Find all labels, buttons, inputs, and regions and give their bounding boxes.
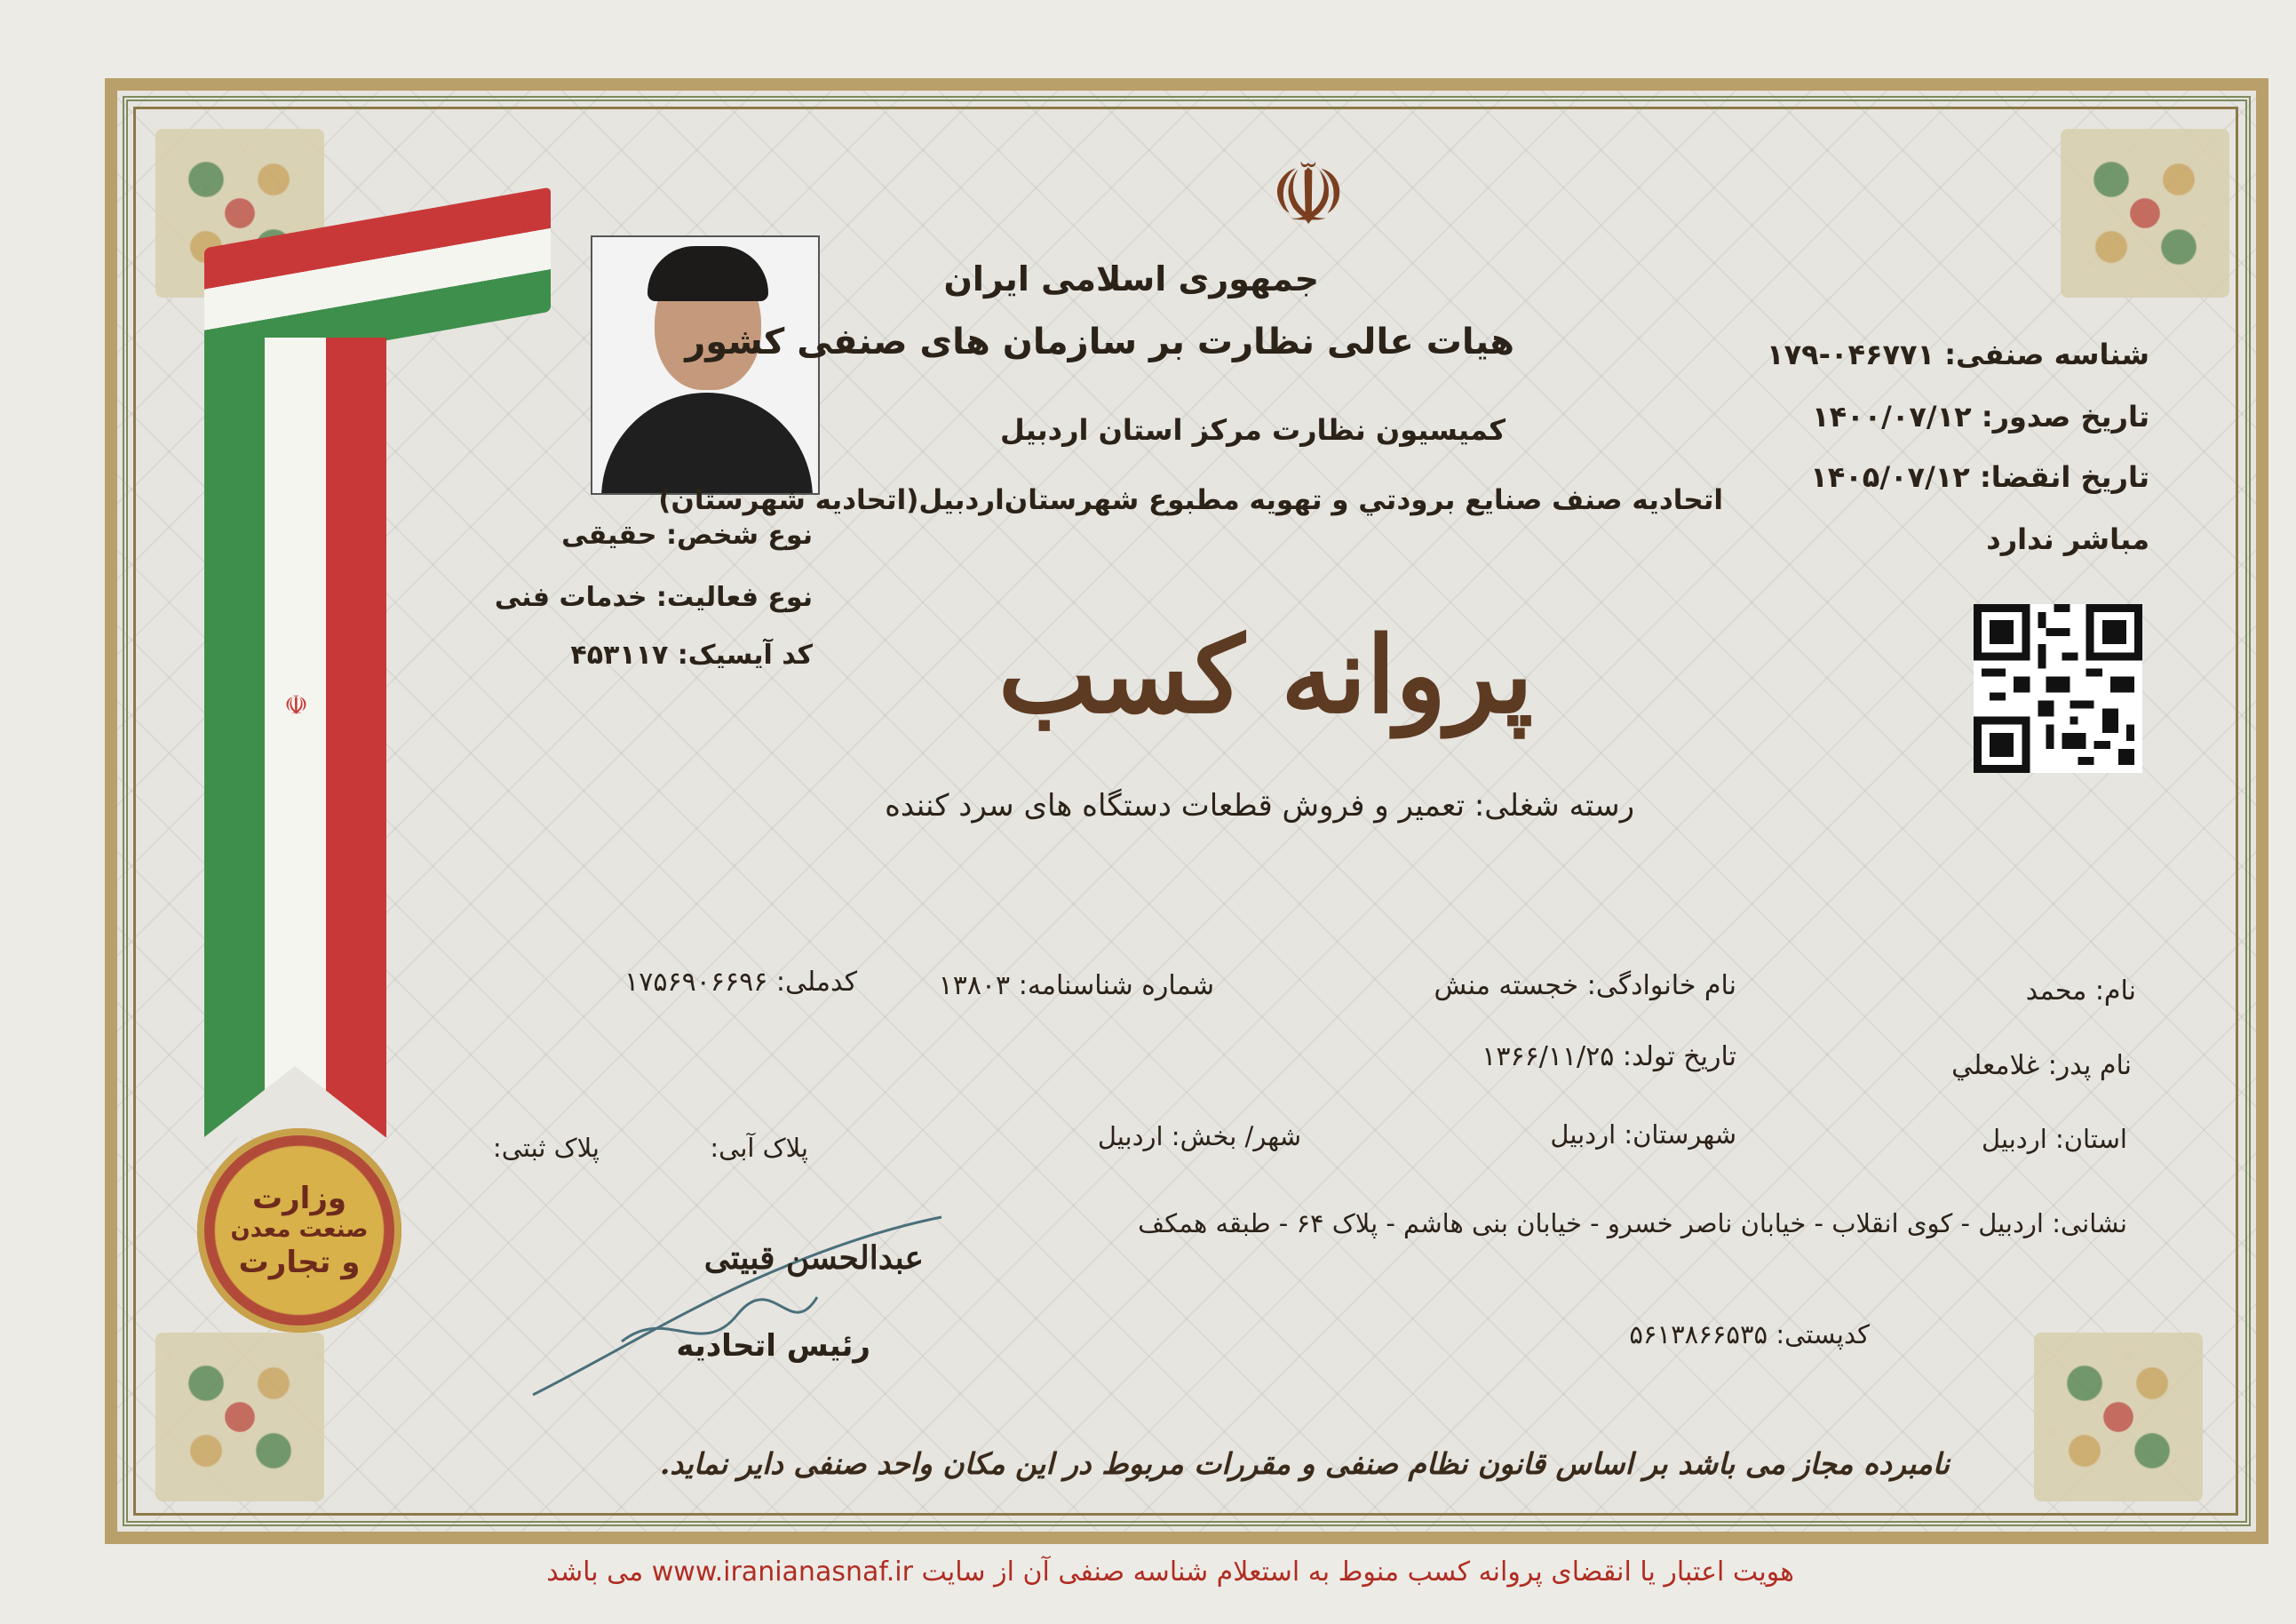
- city: شهرستان: اردبیل: [1550, 1119, 1736, 1150]
- district: شهر/ بخش: اردبیل: [1097, 1121, 1301, 1151]
- board-title: هیات عالی نظارت بر سازمان های صنفی کشور: [685, 322, 1514, 362]
- signatory-role: رئیس اتحادیه: [676, 1328, 870, 1364]
- activity-type: نوع فعالیت: خدمات فنی: [494, 582, 813, 613]
- national-code: کدملی: ۱۷۵۶۹۰۶۶۹۶: [624, 967, 857, 998]
- seal-line-3: و تجارت: [238, 1244, 361, 1280]
- expiry-date: تاریخ انقضا: ۱۴۰۵/۰۷/۱۲: [1810, 460, 2149, 494]
- ministry-seal: [197, 1128, 401, 1333]
- last-name: نام خانوادگی: خجسته منش: [1434, 970, 1736, 1001]
- seal-line-1: وزارت: [251, 1180, 347, 1216]
- person-type: نوع شخص: حقیقی: [561, 520, 813, 551]
- qr-code: [1974, 604, 2142, 773]
- flag-emblem-icon: ☫: [284, 690, 308, 721]
- blue-plate: پلاک آبی:: [710, 1133, 808, 1163]
- corner-ornament-bottom-left: [155, 1333, 324, 1501]
- commission-title: کمیسیون نظارت مرکز استان اردبیل: [1000, 413, 1506, 447]
- ribbon-notch: [204, 1066, 385, 1137]
- birth-date: تاریخ تولد: ۱۳۶۶/۱۱/۲۵: [1482, 1041, 1736, 1072]
- legal-note: نامبرده مجاز می باشد بر اساس قانون نظام صنفی و مقررات مربوط در این مکان واحد صنفی دایر نماید.: [659, 1446, 1950, 1481]
- corner-ornament-bottom-right: [2034, 1333, 2203, 1501]
- guild-id: شناسه صنفی: ۰۴۶۷۷۱-۱۷۹: [1767, 338, 2149, 371]
- seal-line-2: صنعت معدن: [230, 1216, 369, 1244]
- footer-note: هویت اعتبار یا انقضای پروانه کسب منوط به استعلام شناسه صنفی آن از سایت www.iranianasnaf.ir می باشد: [546, 1556, 1794, 1588]
- manager-status: مباشر ندارد: [1986, 522, 2149, 556]
- holder-photo: [591, 235, 820, 495]
- father-name: نام پدر: غلامعلي: [1951, 1050, 2132, 1081]
- postal-code: کدپستی: ۵۶۱۳۸۶۶۵۳۵: [1629, 1319, 1870, 1349]
- first-name: نام: محمد: [2025, 975, 2136, 1007]
- address: نشانی: اردبیل - کوی انقلاب - خیابان ناصر خسرو - خیابان بنی هاشم - پلاک ۶۴ - طبقه همکف: [1138, 1208, 2127, 1238]
- flag-ribbon: [204, 338, 386, 1137]
- republic-title: جمهوری اسلامی ایران: [943, 259, 1319, 299]
- id-number: شماره شناسنامه: ۱۳۸۰۳: [938, 970, 1214, 1001]
- province: استان: اردبیل: [1982, 1124, 2127, 1154]
- union-title: اتحادیه صنف صنایع برودتي و تهویه مطبوع شهرستان‌اردبيل(اتحادیه شهرستان): [658, 484, 1723, 516]
- iran-emblem-icon: ☫: [1269, 145, 1347, 244]
- registration-plate: پلاک ثبتی:: [492, 1133, 600, 1163]
- issue-date: تاریخ صدور: ۱۴۰۰/۰۷/۱۲: [1812, 400, 2149, 434]
- occupation-line: رسته شغلی: تعمیر و فروش قطعات دستگاه های سرد کننده: [885, 788, 1634, 824]
- signatory-name: عبدالحسن قبیتی: [703, 1239, 924, 1277]
- signature-scribble: [524, 1208, 950, 1404]
- corner-ornament-top-right: [2061, 129, 2229, 298]
- isic-code: کد آیسیک: ۴۵۳۱۱۷: [570, 640, 813, 671]
- license-title: پروانه کسب: [997, 613, 1534, 736]
